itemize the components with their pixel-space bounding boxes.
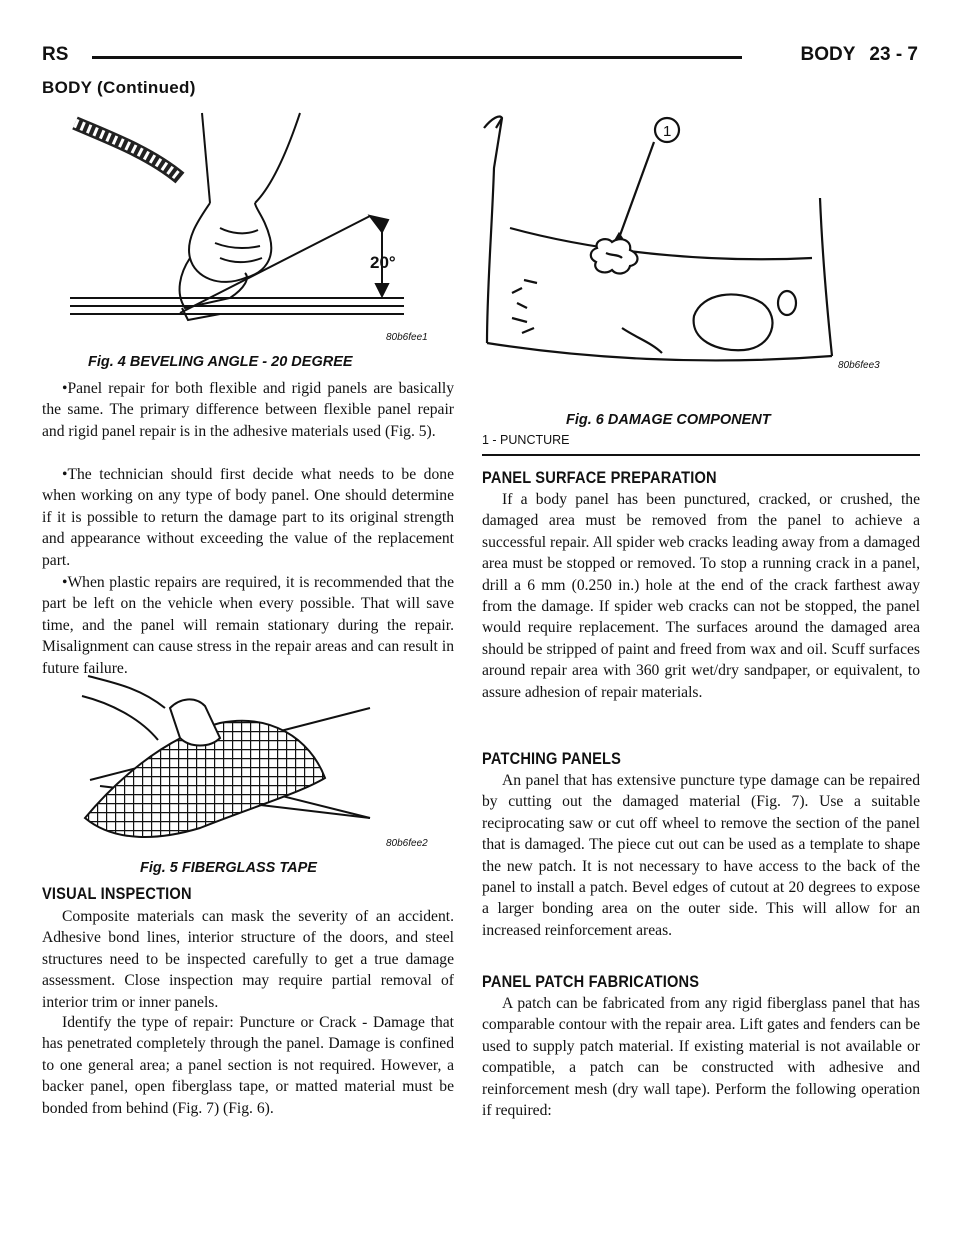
figure-6-callout-number: 1 xyxy=(663,123,672,140)
bullet-paragraph-2: •The technician should first decide what needs to be done when working on any type of body panel. One should determine if it is possible to return the damage part to its original strength and appearance without exceeding the value of the replacement part. xyxy=(42,466,454,569)
header-page-number: 23 - 7 xyxy=(869,44,918,65)
figure-4-caption: Fig. 4 BEVELING ANGLE - 20 DEGREE xyxy=(88,354,353,370)
visual-inspection-paragraph-2: Identify the type of repair: Puncture or Crack - Damage that has penetrated completely through the panel. Damage is confined to one general area; a panel section is not required. However, a backer panel, open fiberglass tape, or matted material must be bonded from behind (Fig. 7) (Fig. 6). xyxy=(42,1014,454,1117)
patch-fabrications-paragraph: A patch can be fabricated from any rigid fiberglass panel that has comparable contour with the repair area. Lift gates and fenders can be used to supply patch material. If existing material is not available or compatible, a patch can be constructed with adhesive and reinforcement mesh (dry wall tape). Perform the following operation if required: xyxy=(482,995,920,1120)
figure-6-legend: 1 - PUNCTURE xyxy=(482,433,570,447)
figure-6-damage-component xyxy=(482,108,920,398)
header-section-title: BODY xyxy=(800,44,856,65)
figure-6-caption: Fig. 6 DAMAGE COMPONENT xyxy=(566,412,771,428)
figure-5-caption: Fig. 5 FIBERGLASS TAPE xyxy=(140,860,317,876)
header-right xyxy=(787,44,919,66)
figure-6-rule xyxy=(482,454,920,456)
figure-5-code: 80b6fee2 xyxy=(386,838,428,849)
continued-heading: BODY (Continued) xyxy=(42,78,196,97)
heading-panel-surface-preparation: PANEL SURFACE PREPARATION xyxy=(482,468,717,487)
patching-panels-paragraph: An panel that has extensive puncture type damage can be repaired by cutting out the damaged material (Fig. 7). Use a suitable reciprocating saw or cut off wheel to remove the section of the panel that is damaged. The piece cut out can be used as a template to shape the new patch. It is not necessary to have access to the back of the panel to install a patch. Bevel edges of cutout at 20 degrees to expose a larger bonding area on the outer side. This will allow for an increased reinforcement areas. xyxy=(482,772,920,939)
figure-4-code: 80b6fee1 xyxy=(386,332,428,343)
heading-visual-inspection: VISUAL INSPECTION xyxy=(42,884,192,903)
header-rule xyxy=(92,56,742,59)
heading-panel-patch-fabrications: PANEL PATCH FABRICATIONS xyxy=(482,972,700,991)
figure-6-code: 80b6fee3 xyxy=(838,360,880,371)
header-section-code: RS xyxy=(42,44,69,65)
figure-5-fiberglass-tape xyxy=(70,668,454,854)
heading-patching-panels: PATCHING PANELS xyxy=(482,749,622,768)
figure-4-angle-label: 20° xyxy=(370,253,396,272)
figure-4-beveling-angle xyxy=(70,108,454,348)
bullet-paragraph-3: •When plastic repairs are required, it is recommended that the part be left on the vehicle when every possible. That will save time, and the panel will remain stationary during the repair. Misalignment can cause stress in the repair areas and can result in future failure. xyxy=(42,574,454,677)
bullet-paragraph-1: •Panel repair for both flexible and rigid panels are basically the same. The primary difference between flexible panel repair and rigid panel repair is in the adhesive materials used (Fig. 5). xyxy=(42,380,454,440)
visual-inspection-paragraph-1: Composite materials can mask the severity of an accident. Adhesive bond lines, interior structure of the doors, and steel structures need to be inspected carefully to get a true damage assessment. Close inspection may require partial removal of interior trim or inner panels. xyxy=(42,908,454,1011)
surface-preparation-paragraph: If a body panel has been punctured, cracked, or crushed, the damaged area must be removed from the panel to achieve a successful repair. All spider web cracks leading away from a damaged area must be stopped or removed. To stop a running crack in a panel, drill a 6 mm (0.250 in.) hole at the end of the crack farthest away from the damage. If spider web cracks can not be stopped, the panel would require replacement. The surfaces around the damaged area should be stripped of paint and freed from wax and oil. Scuff surfaces around repair area with 360 grit wet/dry sandpaper, or equivalent, to assure adhesion of repair materials. xyxy=(482,491,920,701)
